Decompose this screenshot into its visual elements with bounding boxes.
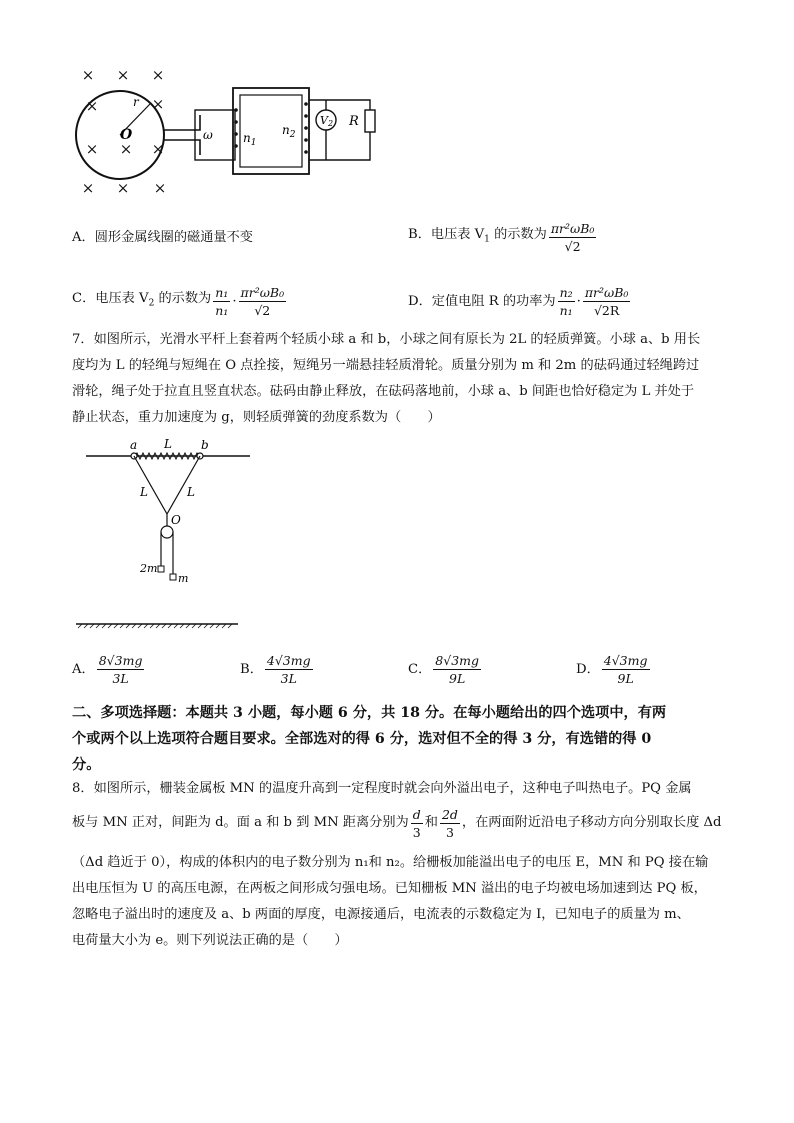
label-l-top: L <box>164 437 172 451</box>
q8-line-2: 板与 MN 正对，间距为 d。面 a 和 b 到 MN 距离分别为 $\frac{d}{3}$ 和 $\frac{2d}{3}$ ，在两面附近沿电子移动方向分别取长度 Δd <box>72 806 722 840</box>
label-l-right: L <box>187 485 195 499</box>
q6-option-c-fraction: $\frac{\text{πr²ωB₀}}{√2}$ <box>240 285 285 318</box>
field-cross: × <box>116 66 130 84</box>
secondary-circuit <box>309 100 370 160</box>
section-2-line-3: 分。 <box>72 757 101 773</box>
field-cross: × <box>85 97 99 115</box>
q8-line-1: 8．如图所示，栅装金属板 MN 的温度升高到一定程度时就会向外溢出电子，这种电子叫热电子。PQ 金属 <box>72 781 692 796</box>
q7-option-d-fraction: $\frac{4√3mg}{9L}$ <box>603 653 648 686</box>
q7-option-d-label: D． <box>576 661 600 677</box>
q7-line-4: 静止状态，重力加速度为 g，则轻质弹簧的劲度系数为（ ） <box>72 410 441 425</box>
resistor-r <box>365 110 375 132</box>
section-2-heading <box>72 700 732 778</box>
string-b <box>167 456 200 514</box>
q6-option-b <box>408 220 598 255</box>
q7-option-b-label: B． <box>240 661 263 677</box>
field-cross: × <box>119 140 133 158</box>
q6-option-d-ratio: $\frac{\text{n₂}}{\text{n₁}}$ <box>559 285 573 318</box>
q8-stem <box>72 776 732 954</box>
q6-option-c: C．电压表 $V_2$ 的示数为 $\frac{\text{n₁}}{\text{n₁}}$ · $\frac{\text{πr²ωB₀}}{√2}$ <box>72 285 285 318</box>
label-v2: V2 <box>320 114 334 128</box>
label-o: O <box>120 127 133 143</box>
mass-m <box>170 574 176 580</box>
figure-coil-transformer <box>70 60 380 200</box>
q6-option-a: A．圆形金属线圈的磁通量不变 <box>72 230 253 245</box>
q7-option-a <box>72 652 146 687</box>
q8-line-6: 电荷量大小为 e。则下列说法正确的是（ ） <box>72 933 348 948</box>
q8-line-4: 出电压恒为 U 的高压电源，在两板之间形成匀强电场。已知栅板 MN 溢出的电子均被电场加速到达 PQ 板， <box>72 881 707 896</box>
q8-line-5: 忽略电子溢出时的速度及 a、b 两面的厚度，电源接通后，电流表的示数稳定为 I，已知电子的质量为 m、 <box>72 907 690 922</box>
q8-line-3: （Δd 趋近于 0），构成的体积内的电子数分别为 n₁和 n₂。给栅板加能溢出电子的电压 E，MN 和 PQ 接在输 <box>72 855 709 870</box>
label-r: r <box>133 95 139 109</box>
label-o-knot: O <box>171 513 181 527</box>
mass-2m <box>158 566 164 572</box>
label-l-left: L <box>140 485 148 499</box>
label-m: m <box>178 572 189 585</box>
field-cross: × <box>151 140 165 158</box>
label-omega: ω <box>203 128 213 142</box>
q7-line-2: 度均为 L 的轻绳与短绳在 O 点拴接，短绳另一端悬挂轻质滑轮。质量分别为 m 和 2m 的砝码通过轻绳跨过 <box>72 358 700 373</box>
label-2m: 2m <box>140 562 158 575</box>
q6-option-c-text: C．电压表 $V_2$ 的示数为 <box>72 291 212 309</box>
q7-option-c-label: C． <box>408 661 432 677</box>
q7-option-c <box>408 652 483 687</box>
label-n2: $n_2$ <box>282 123 296 140</box>
field-cross: × <box>81 179 95 197</box>
q7-option-a-fraction: $\frac{8√3mg}{3L}$ <box>98 653 143 686</box>
secondary-winding <box>304 102 308 154</box>
section-2-line-2: 个或两个以上选项符合题目要求。全部选对的得 6 分，选对但不全的得 3 分，有选错的得 0 <box>72 731 652 747</box>
q7-option-c-fraction: $\frac{8√3mg}{9L}$ <box>435 653 480 686</box>
q7-line-1: 7．如图所示，光滑水平杆上套着两个轻质小球 a 和 b，小球之间有原长为 2L 的轻质弹簧。小球 a、b 用长 <box>72 332 701 347</box>
primary-box <box>195 110 235 160</box>
label-a: a <box>130 438 138 452</box>
figure-spring-pulley <box>72 436 252 636</box>
field-cross: × <box>153 179 167 197</box>
q7-option-b <box>240 652 315 687</box>
q6-option-b-text: B．电压表 $V_1$ 的示数为 <box>408 227 547 245</box>
label-b: b <box>201 438 209 452</box>
q6-option-d-text: D．定值电阻 R 的功率为 <box>408 293 556 309</box>
field-cross: × <box>81 66 95 84</box>
pulley <box>161 526 173 538</box>
field-cross: × <box>116 179 130 197</box>
field-cross: × <box>151 66 165 84</box>
label-n1: $n_1$ <box>243 131 257 148</box>
q6-option-d-fraction: $\frac{\text{πr²ωB₀}}{√2R}$ <box>584 285 629 318</box>
q7-line-3: 滑轮，绳子处于拉直且竖直状态。砝码由静止释放，在砝码落地前，小球 a、b 间距也恰好稳定为 L 并处于 <box>72 384 695 399</box>
q6-option-b-fraction: $\frac{\text{πr²ωB₀}}{√2}$ <box>550 221 595 254</box>
label-resistor: R <box>349 114 359 129</box>
q8-fraction-2d-3: $\frac{2d}{3}$ <box>441 806 458 840</box>
string-a <box>134 456 167 514</box>
q7-option-a-label: A． <box>72 661 95 677</box>
q6-option-d: D．定值电阻 R 的功率为 $\frac{\text{n₂}}{\text{n₁}}$ · $\frac{\text{πr²ωB₀}}{√2R}$ <box>408 285 629 318</box>
q7-stem <box>72 327 732 431</box>
q6-option-c-ratio: $\frac{\text{n₁}}{\text{n₁}}$ <box>215 285 229 318</box>
q7-option-b-fraction: $\frac{4√3mg}{3L}$ <box>266 653 311 686</box>
field-cross: × <box>85 140 99 158</box>
section-2-line-1: 二、多项选择题：本题共 3 小题，每小题 6 分，共 18 分。在每小题给出的四个选项中，有两 <box>72 705 667 721</box>
field-cross: × <box>151 95 165 113</box>
q7-option-d <box>576 652 652 687</box>
q8-fraction-d-3: $\frac{d}{3}$ <box>412 806 421 840</box>
